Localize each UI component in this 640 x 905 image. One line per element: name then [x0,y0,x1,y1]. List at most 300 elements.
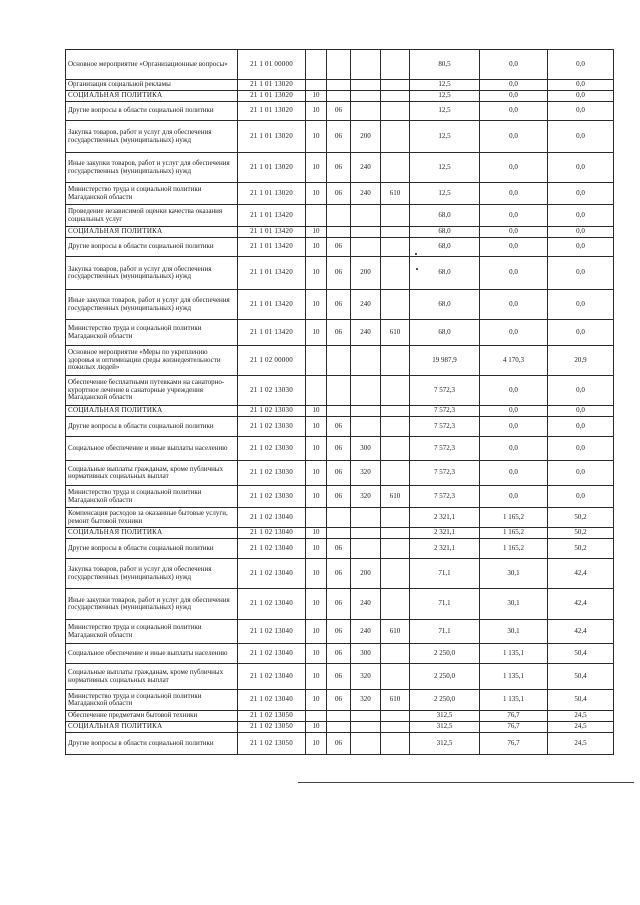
planned-amount: 2 321,1 [410,539,480,559]
section-code [306,80,327,91]
subsection-code: 06 [327,153,351,183]
table-row [66,346,614,376]
target-article-code: 21 1 01 13420 [238,290,306,320]
expense-type-code: 240 [351,290,381,320]
row-name: Закупка товаров, работ и услуг для обеспечения государственных (муниципальных) нужд [66,121,238,153]
executed-amount: 0,0 [480,80,548,91]
subsection-code: 06 [327,664,351,690]
planned-amount: 12,5 [410,91,480,102]
target-article-code: 21 1 02 13050 [238,711,306,722]
planned-amount: 7 572,3 [410,461,480,486]
table-row [66,733,614,755]
planned-amount: 2 250,0 [410,644,480,664]
section-code: 10 [306,539,327,559]
section-code: 10 [306,290,327,320]
execution-percent: 0,0 [548,153,614,183]
executed-amount: 4 170,3 [480,346,548,376]
target-article-code: 21 1 02 13040 [238,528,306,539]
row-name: СОЦИАЛЬНАЯ ПОЛИТИКА [66,406,238,417]
target-article-code: 21 1 02 13030 [238,461,306,486]
planned-amount: 312,5 [410,722,480,733]
administrator-code [381,121,410,153]
row-name: Иные закупки товаров, работ и услуг для обеспечения государственных (муниципальных) нужд [66,589,238,620]
execution-percent: 24,5 [548,722,614,733]
planned-amount: 19 987,9 [410,346,480,376]
row-name: Другие вопросы в области социальной политики [66,238,238,257]
administrator-code [381,238,410,257]
expense-type-code: 240 [351,183,381,205]
section-code: 10 [306,528,327,539]
scan-speck [416,268,418,270]
expense-type-code [351,733,381,755]
administrator-code [381,102,410,121]
executed-amount: 1 165,2 [480,528,548,539]
expense-type-code [351,80,381,91]
section-code: 10 [306,620,327,644]
target-article-code: 21 1 02 13030 [238,417,306,437]
row-name: СОЦИАЛЬНАЯ ПОЛИТИКА [66,528,238,539]
administrator-code [381,346,410,376]
target-article-code: 21 1 01 13020 [238,91,306,102]
target-article-code: 21 1 02 13040 [238,644,306,664]
target-article-code: 21 1 02 13040 [238,589,306,620]
execution-percent: 0,0 [548,461,614,486]
subsection-code: 06 [327,183,351,205]
target-article-code: 21 1 02 13030 [238,406,306,417]
expense-type-code [351,711,381,722]
executed-amount: 0,0 [480,153,548,183]
execution-percent: 24,5 [548,733,614,755]
row-name: Министерство труда и социальной политики Магаданской области [66,486,238,508]
administrator-code: 610 [381,320,410,346]
section-code: 10 [306,437,327,461]
expense-type-code: 320 [351,461,381,486]
executed-amount: 0,0 [480,91,548,102]
subsection-code: 06 [327,690,351,711]
planned-amount: 71,1 [410,589,480,620]
execution-percent: 50,2 [548,539,614,559]
row-name: Иные закупки товаров, работ и услуг для обеспечения государственных (муниципальных) нужд [66,153,238,183]
subsection-code: 06 [327,257,351,290]
execution-percent: 50,2 [548,528,614,539]
row-name: Закупка товаров, работ и услуг для обеспечения государственных (муниципальных) нужд [66,257,238,290]
target-article-code: 21 1 02 13030 [238,437,306,461]
planned-amount: 12,5 [410,183,480,205]
target-article-code: 21 1 01 13420 [238,205,306,227]
section-code [306,50,327,80]
execution-percent: 0,0 [548,417,614,437]
expense-type-code: 300 [351,437,381,461]
table-row [66,376,614,406]
subsection-code: 06 [327,620,351,644]
execution-percent: 0,0 [548,257,614,290]
row-name: Министерство труда и социальной политики Магаданской области [66,183,238,205]
subsection-code [327,711,351,722]
executed-amount: 1 165,2 [480,508,548,528]
subsection-code: 06 [327,238,351,257]
administrator-code [381,722,410,733]
section-code: 10 [306,417,327,437]
executed-amount: 1 135,1 [480,664,548,690]
executed-amount: 0,0 [480,205,548,227]
row-name: Иные закупки товаров, работ и услуг для обеспечения государственных (муниципальных) нужд [66,290,238,320]
table-row [66,257,614,290]
execution-percent: 0,0 [548,183,614,205]
row-name: Социальные выплаты гражданам, кроме публичных нормативных социальных выплат [66,461,238,486]
table-row [66,722,614,733]
budget-table [65,49,614,755]
row-name: Основное мероприятие «Меры по укреплению здоровья и оптимизации среды жизнедеятельности пожилых людей» [66,346,238,376]
row-name: Социальные выплаты гражданам, кроме публичных нормативных социальных выплат [66,664,238,690]
target-article-code: 21 1 01 13420 [238,227,306,238]
administrator-code [381,290,410,320]
row-name: Обеспечение предметами бытовой техники [66,711,238,722]
expense-type-code [351,205,381,227]
table-row [66,91,614,102]
expense-type-code: 200 [351,121,381,153]
subsection-code [327,508,351,528]
target-article-code: 21 1 01 13020 [238,183,306,205]
expense-type-code [351,376,381,406]
expense-type-code [351,102,381,121]
subsection-code [327,80,351,91]
table-row [66,121,614,153]
planned-amount: 68,0 [410,205,480,227]
execution-percent: 0,0 [548,205,614,227]
execution-percent: 42,4 [548,589,614,620]
target-article-code: 21 1 01 13020 [238,153,306,183]
section-code: 10 [306,121,327,153]
table-row [66,539,614,559]
administrator-code [381,437,410,461]
executed-amount: 1 135,1 [480,690,548,711]
executed-amount: 0,0 [480,183,548,205]
row-name: Другие вопросы в области социальной политики [66,733,238,755]
administrator-code [381,417,410,437]
expense-type-code: 320 [351,486,381,508]
subsection-code [327,205,351,227]
administrator-code [381,227,410,238]
subsection-code: 06 [327,461,351,486]
table-row [66,620,614,644]
target-article-code: 21 1 02 13040 [238,664,306,690]
subsection-code: 06 [327,417,351,437]
table-row [66,80,614,91]
execution-percent: 50,2 [548,508,614,528]
table-row [66,406,614,417]
target-article-code: 21 1 01 13020 [238,80,306,91]
planned-amount: 7 572,3 [410,406,480,417]
execution-percent: 0,0 [548,406,614,417]
section-code: 10 [306,153,327,183]
planned-amount: 12,5 [410,121,480,153]
planned-amount: 2 250,0 [410,690,480,711]
table-row [66,205,614,227]
execution-percent: 0,0 [548,80,614,91]
row-name: Социальное обеспечение и иные выплаты населению [66,437,238,461]
section-code: 10 [306,257,327,290]
planned-amount: 12,5 [410,102,480,121]
executed-amount: 1 165,2 [480,539,548,559]
row-name: Закупка товаров, работ и услуг для обеспечения государственных (муниципальных) нужд [66,559,238,589]
subsection-code: 06 [327,121,351,153]
expense-type-code [351,91,381,102]
administrator-code [381,733,410,755]
administrator-code [381,664,410,690]
expense-type-code [351,539,381,559]
expense-type-code: 240 [351,620,381,644]
expense-type-code [351,722,381,733]
table-row [66,589,614,620]
budget-table-body [66,50,614,755]
subsection-code: 06 [327,644,351,664]
planned-amount: 2 321,1 [410,528,480,539]
executed-amount: 0,0 [480,406,548,417]
table-row [66,461,614,486]
execution-percent: 0,0 [548,376,614,406]
row-name: Министерство труда и социальной политики Магаданской области [66,620,238,644]
expense-type-code: 240 [351,589,381,620]
executed-amount: 30,1 [480,620,548,644]
executed-amount: 0,0 [480,102,548,121]
target-article-code: 21 1 02 13040 [238,508,306,528]
section-code: 10 [306,461,327,486]
administrator-code: 610 [381,183,410,205]
subsection-code [327,528,351,539]
subsection-code [327,227,351,238]
execution-percent: 0,0 [548,290,614,320]
row-name: Проведение независимой оценки качества оказания социальных услуг [66,205,238,227]
target-article-code: 21 1 01 13020 [238,102,306,121]
target-article-code: 21 1 01 13420 [238,238,306,257]
executed-amount: 0,0 [480,227,548,238]
section-code [306,508,327,528]
planned-amount: 80,5 [410,50,480,80]
section-code: 10 [306,486,327,508]
target-article-code: 21 1 02 13040 [238,539,306,559]
section-code: 10 [306,722,327,733]
target-article-code: 21 1 02 13050 [238,722,306,733]
subsection-code [327,722,351,733]
expense-type-code: 320 [351,690,381,711]
row-name: Другие вопросы в области социальной политики [66,417,238,437]
row-name: Обеспечение бесплатными путевками на санаторно-курортное лечение в санаторные учреждения Магаданской области [66,376,238,406]
target-article-code: 21 1 02 13040 [238,620,306,644]
subsection-code: 06 [327,559,351,589]
execution-percent: 50,4 [548,644,614,664]
planned-amount: 68,0 [410,320,480,346]
execution-percent: 50,4 [548,690,614,711]
executed-amount: 0,0 [480,50,548,80]
row-name: Министерство труда и социальной политики Магаданской области [66,690,238,711]
executed-amount: 0,0 [480,257,548,290]
planned-amount: 2 250,0 [410,664,480,690]
table-row [66,528,614,539]
table-row [66,153,614,183]
planned-amount: 312,5 [410,711,480,722]
expense-type-code: 240 [351,153,381,183]
executed-amount: 0,0 [480,121,548,153]
planned-amount: 7 572,3 [410,417,480,437]
execution-percent: 0,0 [548,227,614,238]
subsection-code: 06 [327,290,351,320]
subsection-code: 06 [327,539,351,559]
section-code [306,205,327,227]
executed-amount: 0,0 [480,461,548,486]
execution-percent: 0,0 [548,91,614,102]
expense-type-code [351,508,381,528]
administrator-code [381,153,410,183]
target-article-code: 21 1 01 13420 [238,320,306,346]
table-row [66,508,614,528]
administrator-code [381,644,410,664]
administrator-code [381,508,410,528]
section-code: 10 [306,91,327,102]
target-article-code: 21 1 02 13030 [238,486,306,508]
administrator-code [381,257,410,290]
administrator-code [381,205,410,227]
row-name: Основное мероприятие «Организационные вопросы» [66,50,238,80]
table-row [66,290,614,320]
table-row [66,320,614,346]
footer-rule [298,782,634,783]
execution-percent: 24,5 [548,711,614,722]
expense-type-code [351,346,381,376]
expense-type-code [351,50,381,80]
execution-percent: 0,0 [548,238,614,257]
execution-percent: 50,4 [548,664,614,690]
expense-type-code: 300 [351,644,381,664]
administrator-code [381,539,410,559]
subsection-code: 06 [327,320,351,346]
administrator-code: 610 [381,620,410,644]
executed-amount: 0,0 [480,486,548,508]
table-row [66,227,614,238]
expense-type-code: 320 [351,664,381,690]
subsection-code [327,376,351,406]
target-article-code: 21 1 02 00000 [238,346,306,376]
administrator-code [381,406,410,417]
execution-percent: 0,0 [548,320,614,346]
executed-amount: 0,0 [480,320,548,346]
execution-percent: 0,0 [548,437,614,461]
subsection-code [327,346,351,376]
target-article-code: 21 1 01 00000 [238,50,306,80]
target-article-code: 21 1 02 13040 [238,559,306,589]
expense-type-code [351,417,381,437]
planned-amount: 68,0 [410,238,480,257]
section-code [306,711,327,722]
expense-type-code: 200 [351,559,381,589]
table-row [66,238,614,257]
subsection-code: 06 [327,733,351,755]
row-name: СОЦИАЛЬНАЯ ПОЛИТИКА [66,227,238,238]
section-code: 10 [306,644,327,664]
table-row [66,417,614,437]
administrator-code [381,559,410,589]
table-row [66,183,614,205]
planned-amount: 68,0 [410,290,480,320]
row-name: СОЦИАЛЬНАЯ ПОЛИТИКА [66,722,238,733]
section-code: 10 [306,320,327,346]
planned-amount: 68,0 [410,257,480,290]
section-code [306,346,327,376]
administrator-code [381,528,410,539]
section-code: 10 [306,559,327,589]
table-row [66,102,614,121]
target-article-code: 21 1 01 13020 [238,121,306,153]
table-row [66,690,614,711]
planned-amount: 7 572,3 [410,486,480,508]
executed-amount: 0,0 [480,417,548,437]
administrator-code: 610 [381,486,410,508]
executed-amount: 0,0 [480,238,548,257]
table-row [66,559,614,589]
row-name: Организация социальной рекламы [66,80,238,91]
section-code: 10 [306,406,327,417]
executed-amount: 76,7 [480,711,548,722]
expense-type-code [351,406,381,417]
planned-amount: 7 572,3 [410,376,480,406]
section-code: 10 [306,183,327,205]
section-code: 10 [306,733,327,755]
subsection-code: 06 [327,589,351,620]
administrator-code: 610 [381,690,410,711]
administrator-code [381,711,410,722]
executed-amount: 0,0 [480,437,548,461]
subsection-code [327,91,351,102]
executed-amount: 76,7 [480,722,548,733]
executed-amount: 30,1 [480,559,548,589]
execution-percent: 42,4 [548,620,614,644]
expense-type-code: 240 [351,320,381,346]
expense-type-code [351,227,381,238]
executed-amount: 76,7 [480,733,548,755]
section-code: 10 [306,690,327,711]
executed-amount: 0,0 [480,376,548,406]
executed-amount: 30,1 [480,589,548,620]
target-article-code: 21 1 02 13040 [238,690,306,711]
executed-amount: 0,0 [480,290,548,320]
section-code: 10 [306,589,327,620]
administrator-code [381,80,410,91]
row-name: Другие вопросы в области социальной политики [66,102,238,121]
execution-percent: 0,0 [548,50,614,80]
planned-amount: 312,5 [410,733,480,755]
execution-percent: 42,4 [548,559,614,589]
planned-amount: 71,1 [410,620,480,644]
table-row [66,50,614,80]
expense-type-code: 200 [351,257,381,290]
table-row [66,486,614,508]
administrator-code [381,589,410,620]
row-name: Компенсация расходов за оказанные бытовые услуги, ремонт бытовой техники [66,508,238,528]
target-article-code: 21 1 01 13420 [238,257,306,290]
subsection-code: 06 [327,486,351,508]
planned-amount: 12,5 [410,153,480,183]
subsection-code: 06 [327,437,351,461]
planned-amount: 68,0 [410,227,480,238]
table-row [66,664,614,690]
planned-amount: 12,5 [410,80,480,91]
execution-percent: 0,0 [548,102,614,121]
row-name: Социальное обеспечение и иные выплаты населению [66,644,238,664]
executed-amount: 1 135,1 [480,644,548,664]
administrator-code [381,461,410,486]
subsection-code [327,406,351,417]
row-name: Министерство труда и социальной политики Магаданской области [66,320,238,346]
administrator-code [381,91,410,102]
